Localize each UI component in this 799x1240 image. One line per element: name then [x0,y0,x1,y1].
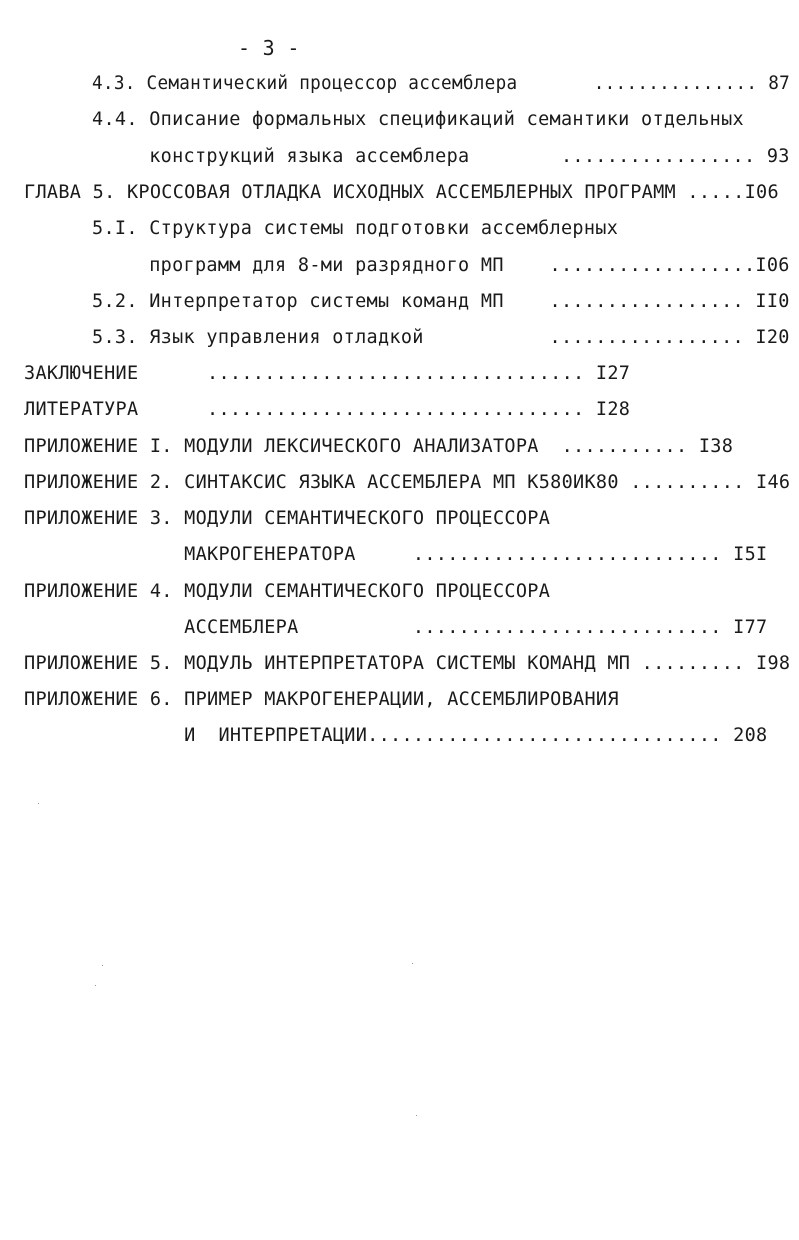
page-number: - 3 - [238,36,300,60]
scan-speck [38,803,39,804]
toc-appendix-3: ПРИЛОЖЕНИЕ 3. МОДУЛИ СЕМАНТИЧЕСКОГО ПРОЦЕССОРА [24,508,551,529]
toc-entry-5-1: 5.I. Структура системы подготовки ассемблерных [92,218,619,239]
toc-appendix-4-cont: АССЕМБЛЕРА ........................... I77 [24,617,768,638]
toc-entry-5-1-cont: программ для 8-ми разрядного МП ..................I06 [92,255,790,276]
toc-appendix-1: ПРИЛОЖЕНИЕ I. МОДУЛИ ЛЕКСИЧЕСКОГО АНАЛИЗАТОРА ........... I38 [24,436,734,457]
toc-appendix-6-cont: И ИНТЕРПРЕТАЦИИ............................... 208 [24,725,768,746]
scan-speck [95,985,96,986]
toc-entry-5-3: 5.3. Язык управления отладкой ................. I20 [92,327,790,348]
toc-entry-4-3: 4.3. Семантический процессор ассемблера ............... 87 [92,73,791,94]
toc-appendix-2: ПРИЛОЖЕНИЕ 2. СИНТАКСИС ЯЗЫКА АССЕМБЛЕРА МП К580ИК80 .......... I46 [24,472,791,493]
toc-conclusion: ЗАКЛЮЧЕНИЕ ................................. I27 [24,363,631,384]
scan-speck [416,1115,417,1116]
scan-speck [412,963,413,964]
scan-speck [102,965,103,966]
toc-entry-5-2: 5.2. Интерпретатор системы команд МП ................. II0 [92,291,790,312]
toc-appendix-4: ПРИЛОЖЕНИЕ 4. МОДУЛИ СЕМАНТИЧЕСКОГО ПРОЦЕССОРА [24,581,551,602]
toc-chapter-5: ГЛАВА 5. КРОССОВАЯ ОТЛАДКА ИСХОДНЫХ АССЕМБЛЕРНЫХ ПРОГРАММ .....I06 [24,182,779,203]
toc-appendix-3-cont: МАКРОГЕНЕРАТОРА ........................... I5I [24,544,768,565]
toc-entry-4-4: 4.4. Описание формальных спецификаций семантики отдельных [92,109,744,130]
toc-entry-4-4-cont: конструкций языка ассемблера ................. 93 [92,146,790,167]
toc-literature: ЛИТЕРАТУРА ................................. I28 [24,399,631,420]
toc-appendix-5: ПРИЛОЖЕНИЕ 5. МОДУЛЬ ИНТЕРПРЕТАТОРА СИСТЕМЫ КОМАНД МП ......... I98 [24,653,791,674]
toc-appendix-6: ПРИЛОЖЕНИЕ 6. ПРИМЕР МАКРОГЕНЕРАЦИИ, АССЕМБЛИРОВАНИЯ [24,689,619,710]
